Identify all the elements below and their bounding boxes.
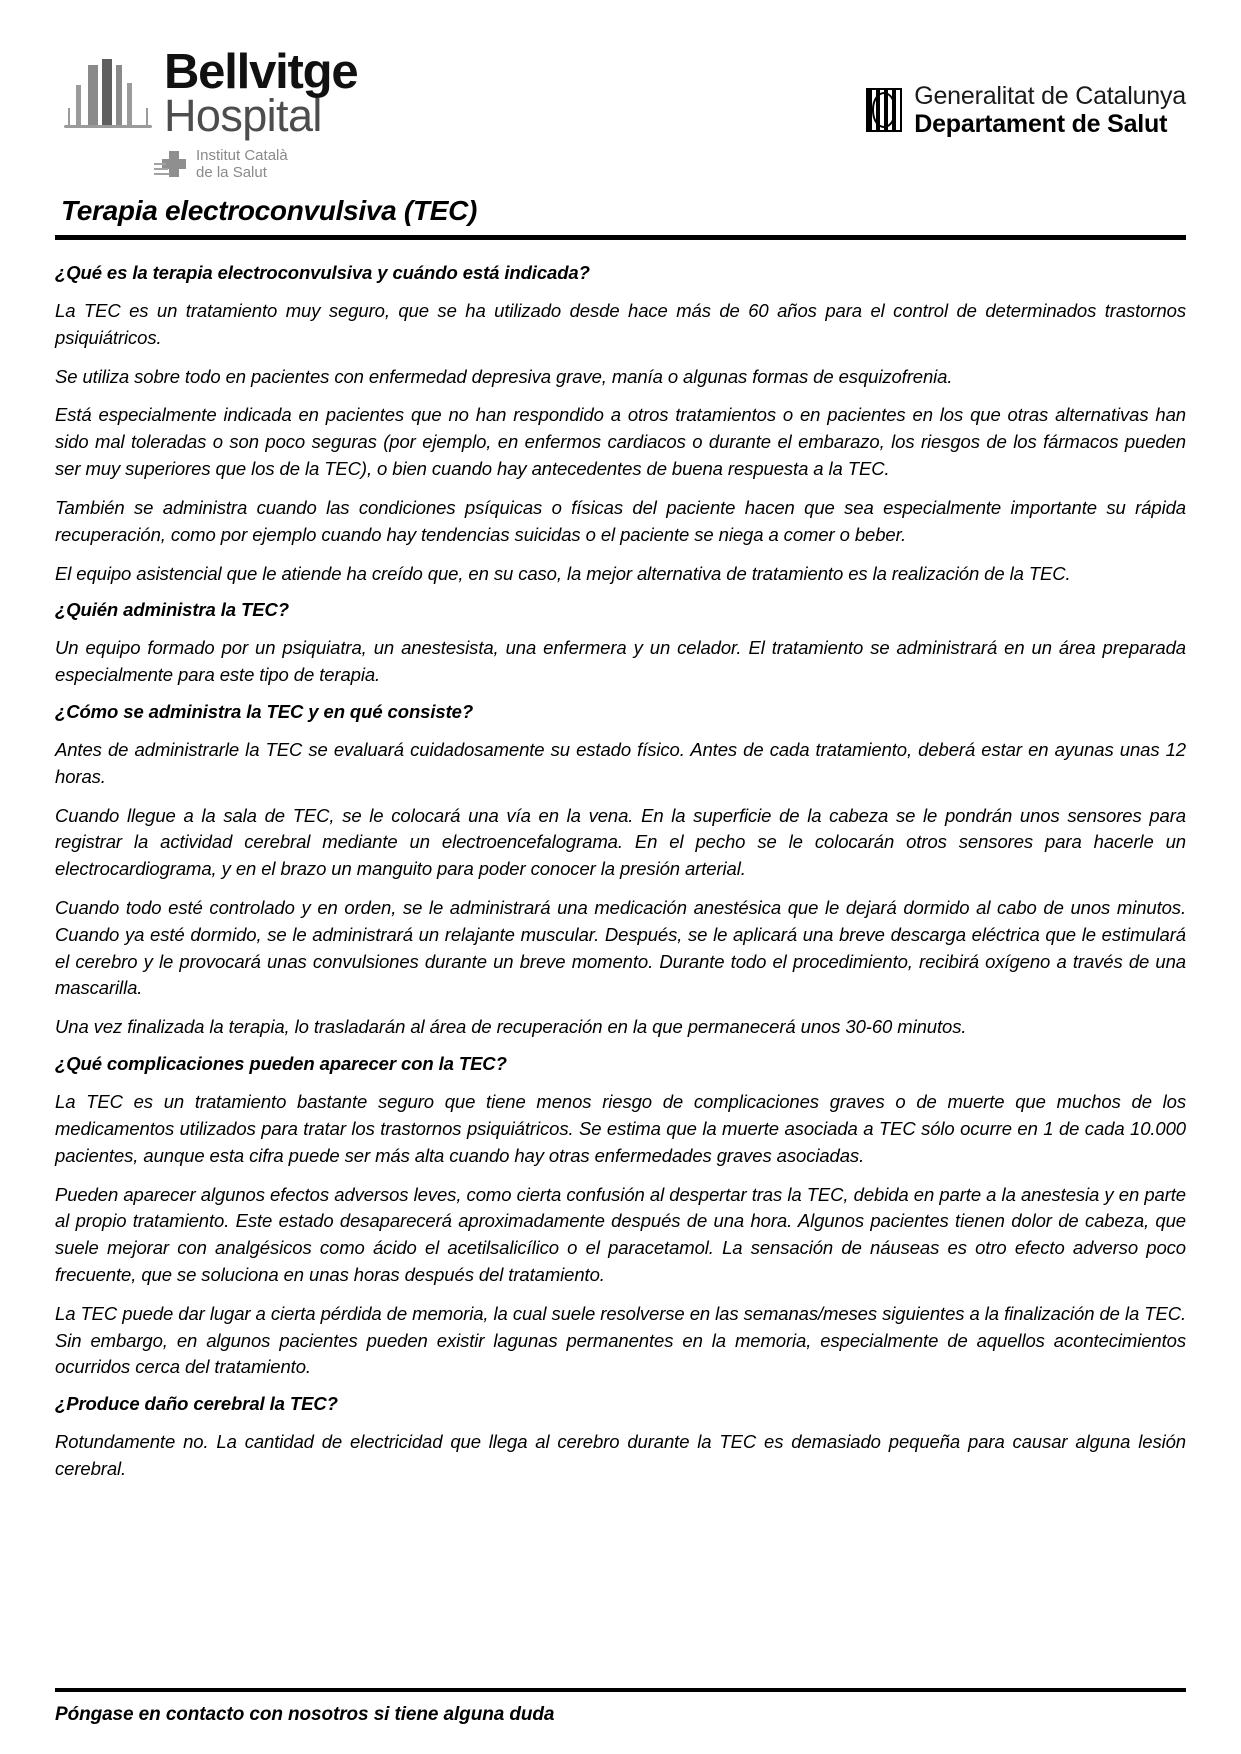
section-paragraph: Se utiliza sobre todo en pacientes con enfermedad depresiva grave, manía o algunas formas de esquizofrenia. <box>55 365 953 387</box>
section-paragraph: Un equipo formado por un psiquiatra, un anestesista, una enfermera y un celador. El tratamiento se administrará en un área preparada especialmente para este tipo de terapia. <box>55 637 1186 686</box>
section-heading: ¿Quién administra la TEC? <box>55 599 289 621</box>
section-paragraph: El equipo asistencial que le atiende ha creído que, en su caso, la mejor alternativa de tratamiento es la realización de la TEC. <box>55 562 1071 584</box>
page-header <box>0 0 1241 195</box>
section-paragraph: Una vez finalizada la terapia, lo trasladarán al área de recuperación en la que permanecerá unos 30-60 minutos. <box>55 1016 967 1038</box>
catalan-flag-shield-icon <box>866 88 902 132</box>
generalitat-catalunya-logo <box>866 82 1186 138</box>
footer-divider <box>55 1688 1186 1692</box>
section-paragraph: Cuando llegue a la sala de TEC, se le colocará una vía en la vena. En la superficie de la cabeza se le pondrán unos sensores para registrar la actividad cerebral mediante un electroencefalograma. En el pecho se le colocarán otros sensores para hacerle un electrocardiograma, y en el brazo un manguito para poder conocer la presión arterial. <box>55 804 1186 880</box>
section-heading: ¿Qué es la terapia electroconvulsiva y cuándo está indicada? <box>55 262 590 283</box>
hospital-subtitle: Hospital <box>164 90 322 142</box>
sections-container <box>55 262 1186 1483</box>
section-paragraph: La TEC es un tratamiento bastante seguro que tiene menos riesgo de complicaciones graves o de muerte que muchos de los medicamentos utilizados para tratar los trastornos psiquiátricos. Se estima que la muerte asociada a TEC sólo ocurre en 1 de cada 10.000 pacientes, aunque esta cifra puede ser más alta cuando hay otras enfermedades graves asociadas. <box>55 1091 1186 1166</box>
generalitat-title: Generalitat de Catalunya <box>914 82 1186 110</box>
institut-catala-salut-logo <box>158 147 482 182</box>
section-heading: ¿Produce daño cerebral la TEC? <box>55 1393 338 1415</box>
document-section <box>55 1393 1186 1483</box>
document-section <box>55 1053 1186 1381</box>
section-paragraph: Pueden aparecer algunos efectos adversos leves, como cierta confusión al despertar tras la TEC, debida en parte a la anestesia y en parte al propio tratamiento. Este estado desaparecerá aproximadamente después de una hora. Algunos pacientes tienen dolor de cabeza, que suele mejorar con analgésicos como ácido el acetilsalicílico o el paracetamol. La sensación de náuseas es otro efecto adverso poco frecuente, que se soluciona en unas horas después del tratamiento. <box>55 1183 1186 1285</box>
section-heading: ¿Qué complicaciones pueden aparecer con la TEC? <box>55 1053 507 1075</box>
document-content <box>0 195 1241 1483</box>
footer-contact-text: Póngase en contacto con nosotros si tiene alguna duda <box>55 1704 555 1725</box>
departament-title: Departament de Salut <box>914 110 1168 138</box>
bellvitge-building-icon <box>62 56 154 134</box>
institut-line-1: Institut Català <box>196 146 288 164</box>
page-title: Terapia electroconvulsiva (TEC) <box>61 195 478 226</box>
section-paragraph: Está especialmente indicada en pacientes que no han respondido a otros tratamientos o en pacientes en los que otras alternativas han sido mal toleradas o son poco seguras (por ejemplo, en enfermos cardiacos o durante el embarazo, los riesgos de los fármacos pueden ser muy superiores que los de la TEC), o bien cuando hay antecedentes de buena respuesta a la TEC. <box>55 404 1186 480</box>
page-footer <box>55 1688 1186 1726</box>
document-section <box>55 262 1186 587</box>
medical-cross-icon <box>158 149 188 179</box>
section-paragraph: También se administra cuando las condiciones psíquicas o físicas del paciente hacen que sea especialmente importante su rápida recuperación, como por ejemplo cuando hay tendencias suicidas o el paciente se niega a comer o beber. <box>55 496 1186 545</box>
hospital-bellvitge-logo <box>62 44 482 181</box>
section-paragraph: La TEC es un tratamiento muy seguro, que se ha utilizado desde hace más de 60 años para el control de determinados trastornos psiquiátricos. <box>55 300 1186 348</box>
section-paragraph: Rotundamente no. La cantidad de electricidad que llega al cerebro durante la TEC es demasiado pequeña para causar alguna lesión cerebral. <box>55 1431 1186 1479</box>
section-paragraph: La TEC puede dar lugar a cierta pérdida de memoria, la cual suele resolverse en las semanas/meses siguientes a la finalización de la TEC. Sin embargo, en algunos pacientes pueden existir lagunas permanentes en la memoria, especialmente de aquellos acontecimientos ocurridos cerca del tratamiento. <box>55 1302 1186 1378</box>
document-section <box>55 701 1186 1041</box>
title-divider <box>55 235 1186 240</box>
section-paragraph: Cuando todo esté controlado y en orden, se le administrará una medicación anestésica que le dejará dormido al cabo de unos minutos. Cuando ya esté dormido, se le administrará un relajante muscular. Después, se le aplicará una breve descarga eléctrica que le estimulará el cerebro y le provocará unas convulsiones durante un breve momento. Durante todo el procedimiento, recibirá oxígeno a través de una mascarilla. <box>55 897 1186 999</box>
section-heading: ¿Cómo se administra la TEC y en qué consiste? <box>55 700 474 722</box>
section-paragraph: Antes de administrarle la TEC se evaluará cuidadosamente su estado físico. Antes de cada tratamiento, deberá estar en ayunas unas 12 horas. <box>55 738 1186 787</box>
document-section <box>55 599 1186 689</box>
hospital-name: Bellvitge <box>164 45 358 99</box>
institut-line-2: de la Salut <box>196 164 267 182</box>
